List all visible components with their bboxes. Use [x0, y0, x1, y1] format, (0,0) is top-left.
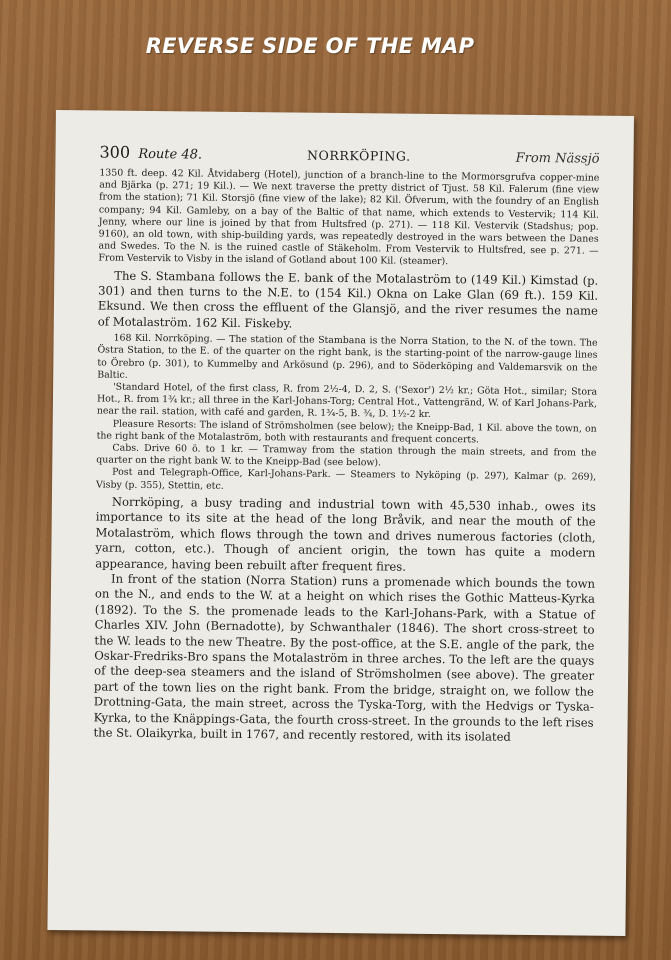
banner-caption: REVERSE SIDE OF THE MAP [145, 34, 475, 58]
page-number: 300 [99, 142, 131, 162]
book-page [47, 110, 634, 936]
paragraph-norrkoping-stations: 168 Kil. Norrköping. — The station of the Stambana is the Norra Station, to the N. of the town. The Östra Station, to the E. of the quarter on the right bank, is the starting-point of the narrow-gauge lines to Örebro (p. 301), to Kummelby and Arkösund (p. 296), and to Söderköping and Valdemarsvik on the Baltic. [97, 332, 598, 381]
page-content [93, 142, 599, 746]
paragraph-stambana: The S. Stambana follows the E. bank of the Motalaström to (149 Kil.) Kimstad (p. 301) and then turns to the N.E. to (154 Kil.) Okna on Lake Glan (69 ft.). 159 Kil. Eksund. We then cross the effluent of the Glansjö, and the river resumes the name of Motalaström. 162 Kil. Fiskeby. [97, 268, 599, 331]
running-header [99, 142, 599, 166]
paragraph-town-description: Norrköping, a busy trading and industrial town with 45,530 inhab., owes its importance to its site at the head of the long Bråvik, and near the mouth of the Motalaström, which flows through the town and drives numerous factories (cloth, yarn, cotton, etc.). Though of ancient origin, the town has quite a modern appearance, having been rebuilt after frequent fires. [95, 494, 596, 574]
paragraph-promenade: In front of the station (Norra Station) runs a promenade which bounds the town on the N., and ends to the W. at a height on which rises the Gothic Matteus-Kyrka (1892). To the S. the promenade leads to the Karl-Johans-Park, with a Statue of Charles XIV. John (Bernadotte), by Schwanthaler (1846). The short cross-street to the W. leads to the new Theatre. By the post-office, at the S.E. angle of the park, the Oskar-Fredriks-Bro spans the Motalaström in three arches. To the left are the quays of the deep-sea steamers and the island of Strömsholmen (see above). The greater part of the town lies on the right bank. From the bridge, straight on, we follow the Drottning-Gata, the main street, across the Tyska-Torg, with the Hedvigs or Tyska-Kyrka, to the Knäppings-Gata, the fourth cross-street. In the grounds to the left rises the St. Olaikyrka, built in 1767, and recently restored, with its isolated [93, 571, 596, 744]
paragraph-hotels: 'Standard Hotel, of the first class, R. from 2½-4, D. 2, S. ('Sexor') 2½ kr.; Göta Hot., similar; Stora Hot., R. from 1¾ kr.; all three in the Karl-Johans-Torg; Central Hot., Vattengränd, W. of Karl Johans-Park, near the rail. station, with café and garden, R. 1¾-5, B. ¾, D. 1½-2 kr. [96, 381, 598, 421]
route-label: Route 48. [138, 146, 203, 163]
page-title: NORRKÖPING. [306, 147, 411, 164]
paragraph-pleasure-resorts: Pleasure Resorts: The island of Strömsholmen (see below); the Kneipp-Bad, 1 Kil. above the town, on the right bank of the Motalaström, both with restaurants and frequent concerts. [96, 418, 597, 446]
paragraph-route-continuation: 1350 ft. deep. 42 Kil. Åtvidaberg (Hotel), junction of a branch-line to the Mormorsgrufva copper-mine and Bjärka (p. 271; 19 Kil.). — We next traverse the pretty district of Tjust. 58 Kil. Falerum (fine view from the station); 71 Kil. Storsjö (fine view of the lake); 82 Kil. Öfverum, with the foundry of an English company; 94 Kil. Gamleby, on a bay of the Baltic of that name, which extends to Vestervik; 114 Kil. Jenny, where our line is joined by that from Hultsfred (p. 271). — 118 Kil. Vestervik (Stadshus; pop. 9160), an old town, with ship-building yards, was repeatedly destroyed in the wars between the Danes and Swedes. To the N. is the ruined castle of Stäkeholm. From Vestervik to Hultsfred, see p. 271. — From Vestervik to Visby in the island of Gotland about 100 Kil. (steamer). [98, 167, 600, 268]
paragraph-post-office: Post and Telegraph-Office, Karl-Johans-Park. — Steamers to Nyköping (p. 297), Kalmar (p. 269), Visby (p. 355), Stettin, etc. [96, 467, 597, 492]
header-left [99, 142, 202, 162]
paragraph-cabs: Cabs. Drive 60 ö. to 1 kr. — Tramway from the station through the main streets, and from the quarter on the right bank W. to the Kneipp-Bad (see below). [96, 442, 597, 469]
header-from: From Nässjö [515, 150, 600, 167]
